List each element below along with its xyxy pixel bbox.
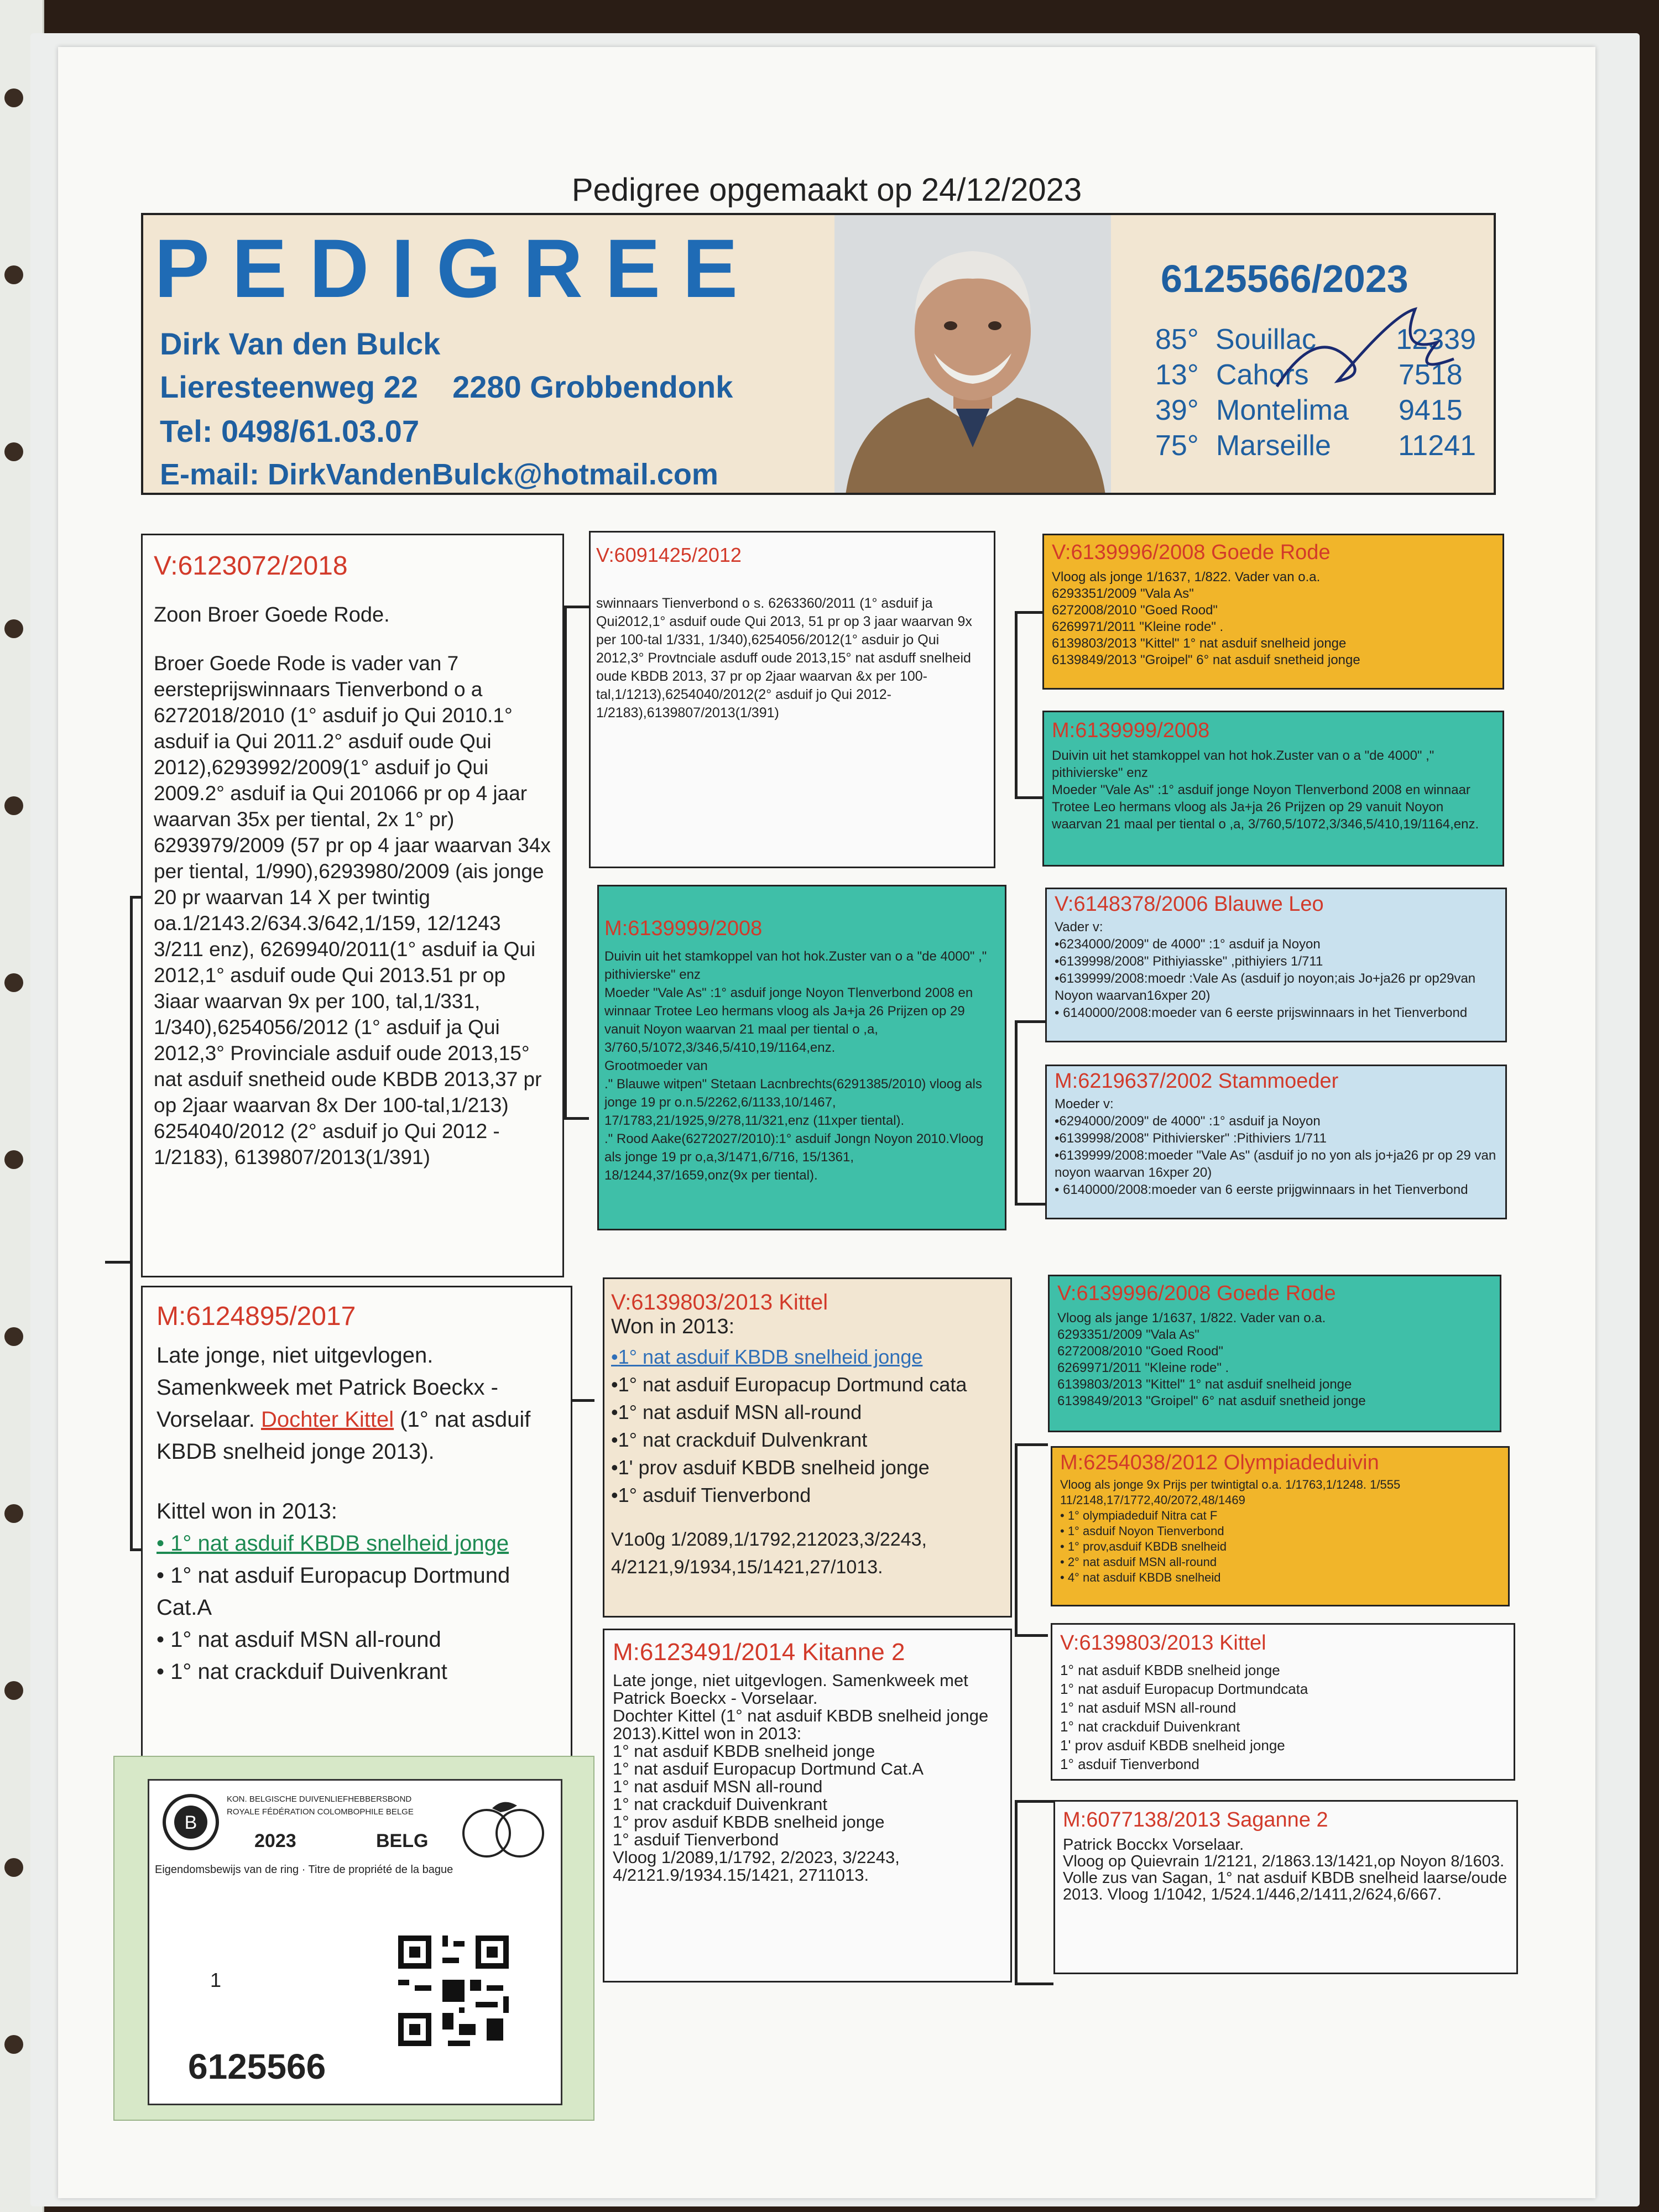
- binder-hole: [4, 796, 23, 815]
- breeder-email: E-mail: DirkVandenBulck@hotmail.com: [160, 458, 718, 491]
- connector-line: [1015, 1800, 1053, 1803]
- binder-hole: [4, 973, 23, 992]
- grandparent-card-7: [1051, 1623, 1515, 1781]
- dam-text: [156, 1339, 557, 1468]
- connector-line: [1015, 1800, 1018, 1983]
- grandparent-title: M:6219637/2002 Stammoeder: [1055, 1070, 1339, 1093]
- result-birds: 11241: [1398, 430, 1476, 462]
- binder-hole: [4, 1150, 23, 1169]
- org-name-fr: ROYALE FÉDÉRATION COLOMBOPHILE BELGE: [227, 1807, 414, 1817]
- certificate-check-digit: 1: [210, 1969, 222, 1991]
- sire-mother-text: Duivin uit het stamkoppel van hot hok.Zuster van o a "de 4000" ," pithivierske" enz Moeder "Vale As" :1° asduif jonge Noyon Tlenverbond 2008 en winnaar Trotee Leo hermans vloog als Ja+ja 26 Prijzen op 29 vanuit Noyon waarvan 21 maal per tiental o ,a, 3/760,5/1072,3/346,5/410,19/1164,enz. Grootmoeder van ." Blauwe witpen" Stetaan Lacnbrechts(6291385/2010) vloog als jonge 19 pr o.n.5/2262,6/1133,10/1467, 17/1783,21/1925,9/278,11/321,enz (11xper tiental). ." Rood Aake(6272027/2010):1° asduif Jongn Noyon 2010.Vloog als jonge 19 pr o,a,3/1471,6/716, 15/1361, 18/1244,37/1659,onz(9x per tiental).: [604, 949, 987, 1183]
- grandparent-title: M:6139999/2008: [1052, 719, 1210, 742]
- binder-hole: [4, 1327, 23, 1346]
- sire-title: V:6123072/2018: [154, 551, 348, 581]
- certificate-country: BELG: [376, 1830, 429, 1851]
- connector-line: [1015, 1983, 1053, 1985]
- sire-text: Broer Goede Rode is vader van 7 eersteprijswinnaars Tienverbond o a 6272018/2010 (1° asduif jo Qui 2010.1° asduif ia Qui 2011.2° asduif oude Qui 2012),6293992/2009(1° asduif jo Qui 2009.2° asduif ia Qui 201066 pr op 4 jaar waarvan 35x per tiental, 2x 1° pr) 6293979/2009 (57 pr op 4 jaar waarvan 34x per tiental, 1/990),6293980/2009 (ais jonge 20 pr waarvan 14 X per twintig oa.1/2143.2/634.3/642,1/159, 12/1243 3/211 enz), 6269940/2011(1° asduif ia Qui 2012,1° asduif oude Qui 2013.51 pr op 3iaar waarvan 9x per 100, tal,1/331, 1/340),6254056/2012 (1° asduif ja Qui 2012,3° Provinciale asduif oude 2013,15° nat asduif snetheid oude KBDB 2013,37 pr op 2jaar waarvan 8x Der 100-tal,1/213) 6254040/2012 (2° asduif jo Qui 2012 - 1/2183), 6139807/2013(1/391): [154, 652, 551, 1168]
- connector-line: [1015, 1020, 1018, 1203]
- dam-father-item-text: 1' prov asduif KBDB snelheid jonge: [618, 1456, 930, 1479]
- breeder-photo: [834, 215, 1111, 495]
- sire-father-title: V:6091425/2012: [596, 544, 742, 566]
- page-title: Pedigree opgemaakt op 24/12/2023: [571, 172, 1082, 208]
- result-race: Cahors: [1216, 359, 1309, 391]
- certificate-card: [148, 1779, 562, 2105]
- grandparent-card-8: [1053, 1800, 1518, 1974]
- svg-text:B: B: [184, 1812, 197, 1833]
- connector-line: [1015, 1020, 1045, 1023]
- dam-father-item: •1' prov asduif KBDB snelheid jonge: [611, 1456, 930, 1479]
- binder-hole: [4, 265, 23, 284]
- grandparent-text: Patrick Bocckx Vorselaar. Vloog op Quievrain 1/2121, 2/1863.13/1421,op Noyon 8/1603. Volle zus van Sagan, 1° nat asduif KBDB snelheid laarse/oude 2013. Vloog 1/1042, 1/524.1/446,2/1411,2/624,6/667.: [1063, 1836, 1507, 1903]
- ring-certificate: [113, 1756, 594, 2121]
- dam-list-text: 1° nat crackduif Duivenkrant: [170, 1660, 447, 1684]
- dam-list: [156, 1527, 557, 1688]
- pedigree-sheet: [58, 47, 1595, 2198]
- connector-line: [1015, 1634, 1048, 1637]
- grandparent-text: Vader v: •6234000/2009" de 4000" :1° asduif ja Noyon •6139998/2008" Pithiyiasske" ,pithiyiers 1/711 •6139999/2008:moedr :Vale As (asduif jo noyon;ais Jo+ja26 pr op29van Noyon waarvan16xper 20) • 6140000/2008:moeder van 6 eerste prijswinnaars in het Tienverbond: [1055, 920, 1476, 1020]
- certificate-year: 2023: [254, 1830, 296, 1851]
- grandparent-text: Duivin uit het stamkoppel van hot hok.Zuster van o a "de 4000" ," pithivierske" enz Moeder "Vale As" :1° asduif jonge Noyon Tlenverbond 2008 en winnaar Trotee Leo hermans vloog als Ja+ja 26 Prijzen op 29 vanuit Noyon waarvan 21 maal per tiental o ,a, 3/760,5/1072,3/346,5/410,19/1164,enz.: [1052, 748, 1479, 832]
- grandparent-text: Vloog als jange 1/1637, 1/822. Vader van o.a. 6293351/2009 "Vala As" 6272008/2010 "Goed Rood" 6269971/2011 "Kleine rode" . 6139803/2013 "Kittel" 1° nat asduif snelheid jonge 6139849/2013 "Groipel" 6° nat asduif snetheid jonge: [1057, 1311, 1366, 1408]
- certificate-label: Eigendomsbewijs van de ring · Titre de propriété de la bague: [155, 1864, 453, 1876]
- grandparent-title: M:6254038/2012 Olympiadeduivin: [1060, 1451, 1379, 1474]
- connector-line: [1015, 796, 1045, 799]
- breeder-phone: Tel: 0498/61.03.07: [160, 414, 420, 448]
- binder-hole: [4, 1504, 23, 1523]
- dam-father-item-text: 1° nat asduif KBDB snelheid jonge: [618, 1345, 923, 1368]
- connector-line: [564, 606, 589, 608]
- sire-father-text: swinnaars Tienverbond o s. 6263360/2011 (1° asduif ja Qui2012,1° asduif oude Qui 2013, 51 pr op 3 jaar waarvan 9x per 100-tal 1/331, 1/340),6254056/2012(1° asduir jo Qui 2012,3° Provtnciale asduff oude 2013,15° nat asduff snelheid oude KBDB 2013, 37 pr op 2jaar waarvan &x per 100-tal,1/1213),6254040/2012(2° asduif jo Qui 2012-1/2183),6139807/2013(1/391): [596, 596, 972, 721]
- binder-hole: [4, 88, 23, 107]
- dam-mother-card: [603, 1629, 1012, 1983]
- dam-father-card: [603, 1277, 1012, 1618]
- dam-father-item: •1° nat crackduif Dulvenkrant: [611, 1428, 868, 1451]
- grandparent-card-1: [1042, 534, 1504, 690]
- dam-dochter-kittel: Dochter Kittel: [261, 1407, 394, 1432]
- sire-mother-card: [597, 885, 1006, 1230]
- grandparent-text: Vloog als jonge 1/1637, 1/822. Vader van o.a. 6293351/2009 "Vala As" 6272008/2010 "Goed Rood" 6269971/2011 "Kleine rode" . 6139803/2013 "Kittel" 1° nat asduif snelheid jonge 6139849/2013 "Groipel" 6° nat asduif snetheid jonge: [1052, 570, 1360, 667]
- dam-list-text: 1° nat asduif KBDB snelheid jonge: [170, 1531, 509, 1556]
- dam-father-item-text: 1° asduif Tienverbond: [618, 1484, 811, 1506]
- dam-father-footer: V1o0g 1/2089,1/1792,212023,3/2243, 4/2121,9/1934,15/1421,27/1013.: [611, 1529, 927, 1578]
- binder-hole: [4, 619, 23, 638]
- dam-father-item-text: 1° nat asduif MSN all-round: [618, 1401, 862, 1423]
- header-banner: [141, 213, 1496, 495]
- sire-father-card: [589, 531, 995, 868]
- dam-list-item: • 1° nat crackduif Duivenkrant: [156, 1660, 447, 1684]
- dam-father-item-text: 1° nat crackduif Dulvenkrant: [618, 1428, 868, 1451]
- sire-card: [141, 534, 564, 1277]
- grandparent-text: 1° nat asduif KBDB snelheid jonge 1° nat asduif Europacup Dortmundcata 1° nat asduif MSN all-round 1° nat crackduif Duivenkrant 1' prov asduif KBDB snelheid jonge 1° asduif Tienverbond: [1060, 1662, 1308, 1772]
- connector-line: [1015, 1203, 1045, 1206]
- grandparent-card-4: [1045, 1065, 1507, 1219]
- dam-father-won: Won in 2013:: [611, 1315, 735, 1338]
- connector-line: [1015, 1443, 1048, 1446]
- dam-father-item: •1° nat asduif Europacup Dortmund cata: [611, 1373, 967, 1396]
- dam-list-text: 1° nat asduif Europacup Dortmund Cat.A: [156, 1563, 510, 1620]
- dam-description: Late jonge, niet uitgevlogen. Samenkweek met Patrick Boeckx - Vorselaar.: [156, 1343, 498, 1432]
- result-race: Marseille: [1215, 430, 1331, 462]
- grandparent-title: V:6139996/2008 Goede Rode: [1052, 541, 1331, 564]
- grandparent-card-5: [1048, 1275, 1501, 1432]
- dam-father-item: •1° nat asduif KBDB snelheid jonge: [611, 1345, 923, 1368]
- result-birds: 7518: [1399, 359, 1463, 391]
- org-name-nl: KON. BELGISCHE DUIVENLIEFHEBBERSBOND: [227, 1794, 412, 1804]
- connector-line: [105, 1261, 133, 1264]
- grandparent-card-2: [1042, 711, 1504, 867]
- result-birds: 9415: [1399, 394, 1463, 426]
- dam-father-item: •1° asduif Tienverbond: [611, 1484, 811, 1506]
- dam-father-list: [611, 1343, 1004, 1509]
- dam-list-item: • 1° nat asduif Europacup Dortmund Cat.A: [156, 1563, 510, 1620]
- race-result-row: [1155, 429, 1476, 465]
- brand-title: PEDIGREE: [154, 222, 760, 315]
- result-place: 85°: [1155, 324, 1199, 356]
- dam-father-title: V:6139803/2013 Kittel: [611, 1290, 828, 1314]
- dam-list-item: • 1° nat asduif MSN all-round: [156, 1627, 441, 1652]
- connector-line: [564, 606, 567, 1117]
- breeder-address: Lieresteenweg 22 2280 Grobbendonk: [160, 369, 733, 404]
- connector-line: [1015, 1443, 1018, 1634]
- grandparent-title: V:6139996/2008 Goede Rode: [1057, 1282, 1336, 1305]
- result-place: 39°: [1155, 394, 1199, 426]
- globe-pigeon-icon: [459, 1794, 547, 1861]
- grandparent-text: Vloog als jonge 9x Prijs per twintigtal o.a. 1/1763,1/1248. 1/555 11/2148,17/1772,40/2072,48/1469 • 1° olympiadeduif Nitra cat F • 1° asduif Noyon Tienverbond • 1° prov,asduif KBDB snelheid • 2° nat asduif MSN all-round • 4° nat asduif KBDB snelheid: [1060, 1478, 1401, 1584]
- connector-line: [1015, 611, 1045, 614]
- sire-intro: Zoon Broer Goede Rode.: [154, 603, 390, 627]
- dam-title: M:6124895/2017: [156, 1302, 356, 1331]
- grandparent-card-6: [1051, 1446, 1510, 1606]
- grandparent-title: M:6077138/2013 Saganne 2: [1063, 1808, 1328, 1832]
- result-birds: 12339: [1396, 324, 1476, 356]
- grandparent-card-3: [1045, 888, 1507, 1042]
- result-race: Montelima: [1216, 394, 1349, 426]
- connector-line: [1015, 611, 1018, 796]
- dam-father-item-text: 1° nat asduif Europacup Dortmund cata: [618, 1373, 967, 1396]
- grandparent-title: V:6139803/2013 Kittel: [1060, 1631, 1266, 1655]
- qr-code-icon: [393, 1930, 514, 2052]
- dam-list-text: 1° nat asduif MSN all-round: [170, 1627, 441, 1652]
- dam-description-2: (1° nat asduif KBDB snelheid jonge 2013).: [156, 1407, 531, 1464]
- connector-line: [130, 896, 133, 1548]
- signature: [1271, 293, 1459, 403]
- dam-father-item: •1° nat asduif MSN all-round: [611, 1401, 862, 1423]
- dam-list-item: • 1° nat asduif KBDB snelheid jonge: [156, 1531, 509, 1556]
- result-race: Souillac: [1215, 324, 1316, 356]
- connector-line: [564, 1117, 589, 1120]
- binder-hole: [4, 1858, 23, 1877]
- sire-mother-title: M:6139999/2008: [604, 917, 763, 940]
- certificate-ring-number: 6125566: [188, 2047, 326, 2086]
- dam-mother-text: Late jonge, niet uitgevlogen. Samenkweek met Patrick Boeckx - Vorselaar. Dochter Kittel (1° nat asduif KBDB snelheid jonge 2013).Kittel won in 2013: 1° nat asduif KBDB snelheid jonge 1° nat asduif Europacup Dortmund Cat.A 1° nat asduif MSN all-round 1° nat crackduif Duivenkrant 1° prov asduif KBDB snelheid jonge 1° asduif Tienverbond Vloog 1/2089,1/1792, 2/2023, 3/2243, 4/2121.9/1934.15/1421, 2711013.: [613, 1671, 989, 1885]
- ring-number: 6125566/2023: [1161, 257, 1408, 300]
- result-place: 13°: [1155, 359, 1199, 391]
- binder-hole: [4, 1681, 23, 1700]
- dam-kittel-won: Kittel won in 2013:: [156, 1499, 337, 1524]
- kbdb-logo-icon: [160, 1792, 221, 1853]
- breeder-name: Dirk Van den Bulck: [160, 326, 441, 361]
- grandparent-title: V:6148378/2006 Blauwe Leo: [1055, 893, 1324, 916]
- result-place: 75°: [1155, 430, 1199, 462]
- binder-hole: [4, 2035, 23, 2054]
- dam-mother-title: M:6123491/2014 Kitanne 2: [613, 1639, 905, 1666]
- binder-hole: [4, 442, 23, 461]
- grandparent-text: Moeder v: •6294000/2009" de 4000" :1° asduif ja Noyon •6139998/2008" Pithiviersker" :Pithiviers 1/711 •6139999/2008:moeder "Vale As" (asduif jo no yon als jo+ja26 pr op 29 van noyon waarvan 16xper 20) • 6140000/2008:moeder van 6 eerste prijgwinnaars in het Tienverbond: [1055, 1097, 1496, 1197]
